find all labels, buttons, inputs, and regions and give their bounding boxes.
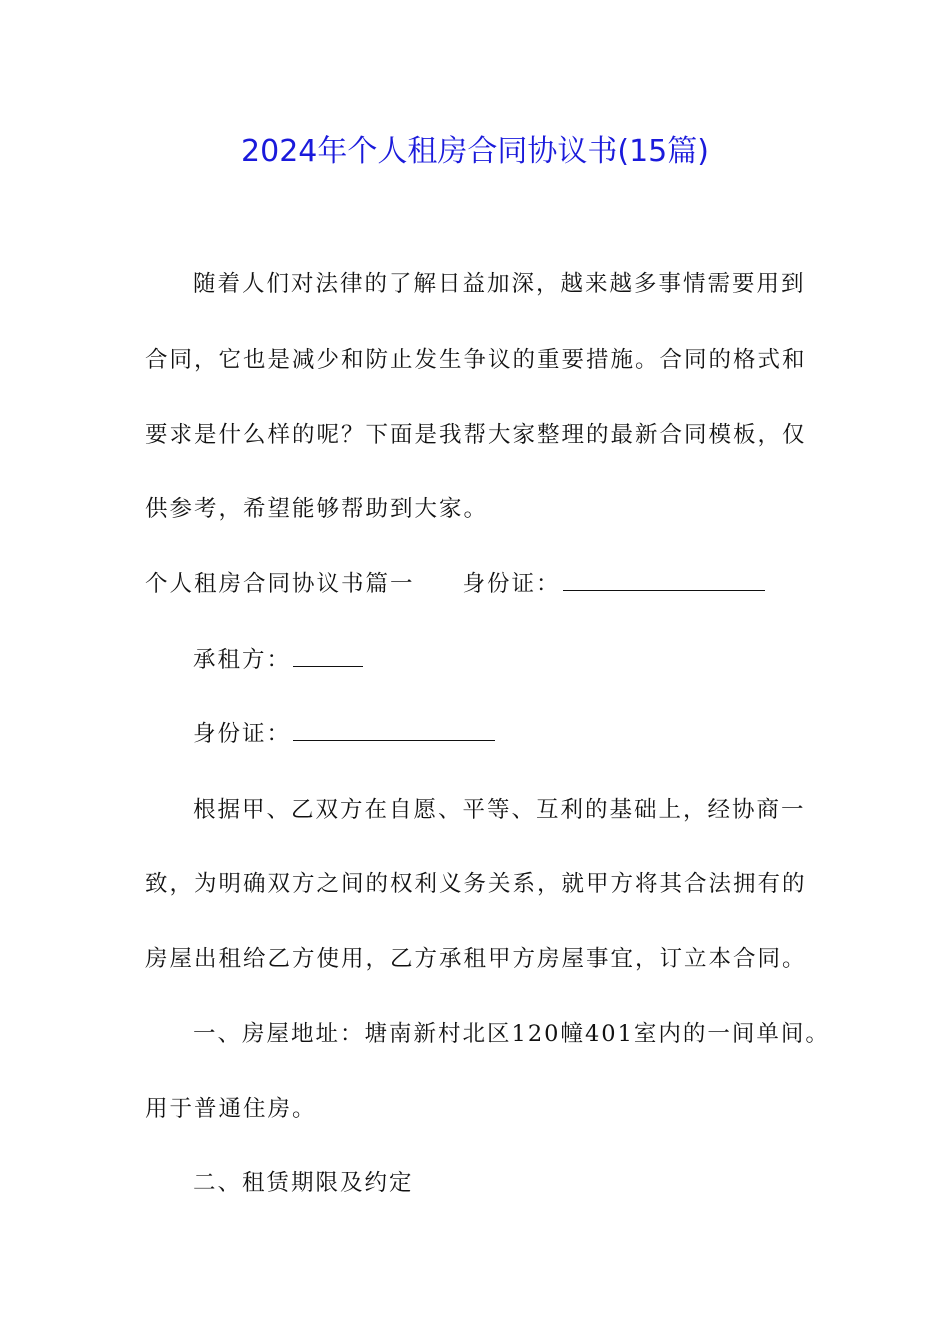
clause-1-line-1: 一、房屋地址：塘南新村北区120幢401室内的一间单间。 bbox=[193, 1021, 830, 1047]
page-title: 2024年个人租房合同协议书(15篇) bbox=[241, 134, 709, 169]
lessee-row bbox=[193, 640, 363, 680]
lessee-id-row bbox=[193, 714, 495, 754]
basis-line-2: 致，为明确双方之间的权利义务关系，就甲方将其合法拥有的 bbox=[145, 871, 807, 897]
clause-1-line-2: 用于普通住房。 bbox=[145, 1096, 317, 1122]
lessee-id-blank-field bbox=[293, 714, 495, 741]
lessee-label: 承租方： bbox=[193, 647, 292, 673]
section-heading-row bbox=[145, 564, 765, 604]
id-label: 身份证： bbox=[462, 571, 561, 597]
intro-line-2: 合同，它也是减少和防止发生争议的重要措施。合同的格式和 bbox=[145, 347, 807, 373]
intro-line-4: 供参考，希望能够帮助到大家。 bbox=[145, 496, 489, 522]
intro-line-1: 随着人们对法律的了解日益加深，越来越多事情需要用到 bbox=[193, 271, 806, 297]
intro-line-3: 要求是什么样的呢？下面是我帮大家整理的最新合同模板，仅 bbox=[145, 422, 807, 448]
clause-2-heading: 二、租赁期限及约定 bbox=[193, 1170, 414, 1196]
basis-line-3: 房屋出租给乙方使用，乙方承租甲方房屋事宜，订立本合同。 bbox=[145, 946, 807, 972]
lessee-id-label: 身份证： bbox=[193, 721, 292, 747]
basis-line-1: 根据甲、乙双方在自愿、平等、互利的基础上，经协商一 bbox=[193, 797, 806, 823]
lessee-blank-field bbox=[293, 640, 363, 667]
id-blank-field bbox=[563, 564, 765, 591]
section-heading: 个人租房合同协议书篇一 bbox=[145, 571, 415, 597]
